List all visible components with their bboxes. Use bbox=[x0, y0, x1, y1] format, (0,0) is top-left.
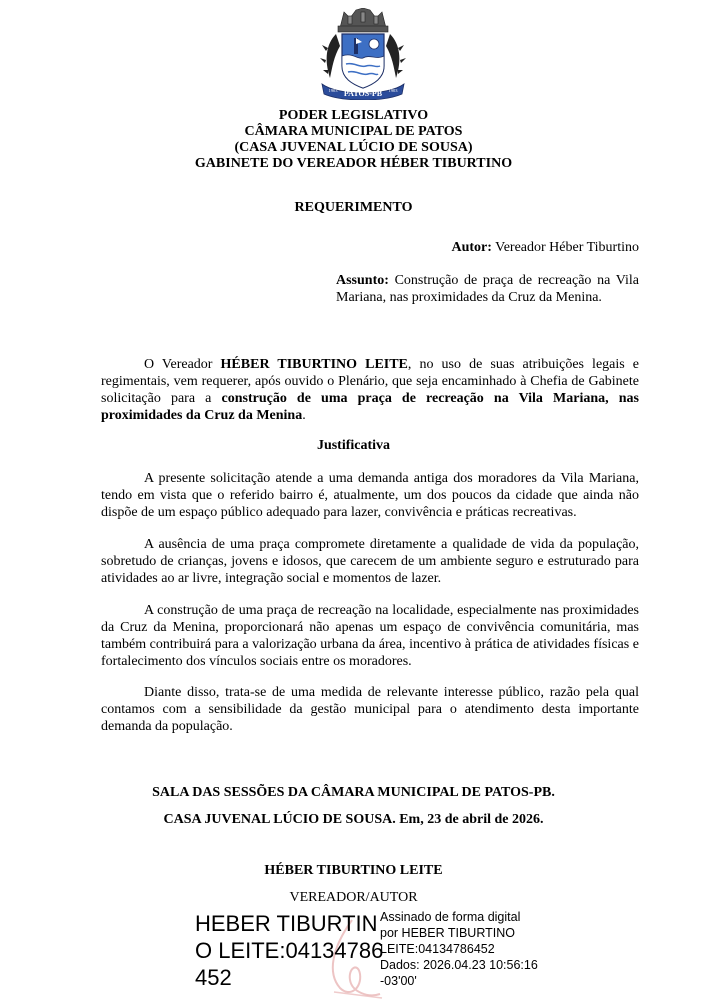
seal-year-left: 1903 bbox=[328, 88, 338, 93]
digital-signature-line-1: Assinado de forma digital bbox=[380, 910, 521, 924]
municipal-seal-logo bbox=[318, 8, 408, 100]
subject-label: Assunto: bbox=[336, 273, 389, 288]
intro-text-1: O Vereador bbox=[144, 357, 221, 372]
justification-paragraph-4 bbox=[101, 684, 639, 735]
digital-signature-details bbox=[380, 909, 560, 989]
document-type-title: REQUERIMENTO bbox=[294, 200, 413, 215]
intro-bold-request: construção de uma praça de recreação na Vila Mariana, nas proximidades da Cruz da Menina bbox=[101, 391, 639, 423]
header-line-4: GABINETE DO VEREADOR HÉBER TIBURTINO bbox=[194, 156, 513, 171]
subject-block bbox=[336, 272, 639, 306]
closing-line-2: CASA JUVENAL LÚCIO DE SOUSA. Em, 23 de abril de 2026. bbox=[163, 812, 544, 827]
header-line-1: PODER LEGISLATIVO bbox=[278, 108, 429, 123]
subject-value: Construção de praça de recreação na Vila Mariana, nas proximidades da Cruz da Menina. bbox=[336, 273, 639, 305]
intro-bold-name: HÉBER TIBURTINO LEITE bbox=[220, 357, 408, 372]
digital-signer-name: HEBER TIBURTINO LEITE:04134786452 bbox=[195, 911, 384, 990]
justification-title: Justificativa bbox=[316, 438, 391, 453]
intro-paragraph bbox=[101, 356, 639, 424]
paragraph-text: Diante disso, trata-se de uma medida de relevante interesse público, razão pela qual contamos com a sensibilidade da gestão municipal para o atendimento desta importante demanda da população. bbox=[101, 685, 639, 734]
paragraph-text: A presente solicitação atende a uma demanda antiga dos moradores da Vila Mariana, tendo em vista que o referido bairro é, atualmente, um dos poucos da cidade que ainda não dispõe de um espaço público adequado para lazer, convivência e práticas recreativas. bbox=[101, 471, 639, 520]
intro-text-3: . bbox=[302, 408, 306, 423]
digital-signature-line-5: -03'00' bbox=[380, 974, 417, 988]
paragraph-text: A ausência de uma praça compromete diretamente a qualidade de vida da população, sobretudo de crianças, jovens e idosos, que carecem de um ambiente seguro e estruturado para atividades ao ar livre, integração social e momentos de lazer. bbox=[101, 537, 639, 586]
justification-paragraph-3 bbox=[101, 602, 639, 670]
signatory-role: VEREADOR/AUTOR bbox=[289, 890, 418, 905]
justification-paragraph-2 bbox=[101, 536, 639, 587]
seal-crown bbox=[338, 8, 388, 32]
author-value: Vereador Héber Tiburtino bbox=[491, 240, 639, 255]
justification-paragraph-1 bbox=[101, 470, 639, 521]
header-line-3: (CASA JUVENAL LÚCIO DE SOUSA) bbox=[234, 140, 473, 155]
digital-signature-line-3: LEITE:04134786452 bbox=[380, 942, 495, 956]
intro-text-2: , no uso de suas atribuições legais e regimentais, vem requerer, após ouvido o Plenário, que seja encaminhado à Chefia de Gabinete solicitação para a bbox=[101, 357, 640, 406]
seal-left-branch bbox=[320, 34, 340, 78]
paragraph-text: A construção de uma praça de recreação na localidade, especialmente nas proximidades da Cruz da Menina, proporcionará não apenas um espaço de convivência comunitária, mas também contribuirá para a valorização urbana da área, incentivo à prática de atividades físicas e fortalecimento dos vínculos sociais entre os moradores. bbox=[101, 603, 639, 669]
header-line-2: CÂMARA MUNICIPAL DE PATOS bbox=[244, 124, 463, 139]
seal-year-right: 1903 bbox=[388, 88, 398, 93]
seal-shield bbox=[342, 34, 384, 88]
digital-signature-line-2: por HEBER TIBURTINO bbox=[380, 926, 515, 940]
closing-line-1: SALA DAS SESSÕES DA CÂMARA MUNICIPAL DE PATOS-PB. bbox=[152, 785, 555, 800]
author-line bbox=[451, 240, 639, 256]
signatory-name: HÉBER TIBURTINO LEITE bbox=[264, 863, 443, 878]
document-header bbox=[0, 108, 707, 172]
seal-right-branch bbox=[386, 34, 406, 78]
author-label: Autor: bbox=[451, 240, 492, 255]
digital-signature-line-4: Dados: 2026.04.23 10:56:16 bbox=[380, 958, 538, 972]
seal-ribbon-text: PATOS-PB bbox=[343, 89, 383, 98]
